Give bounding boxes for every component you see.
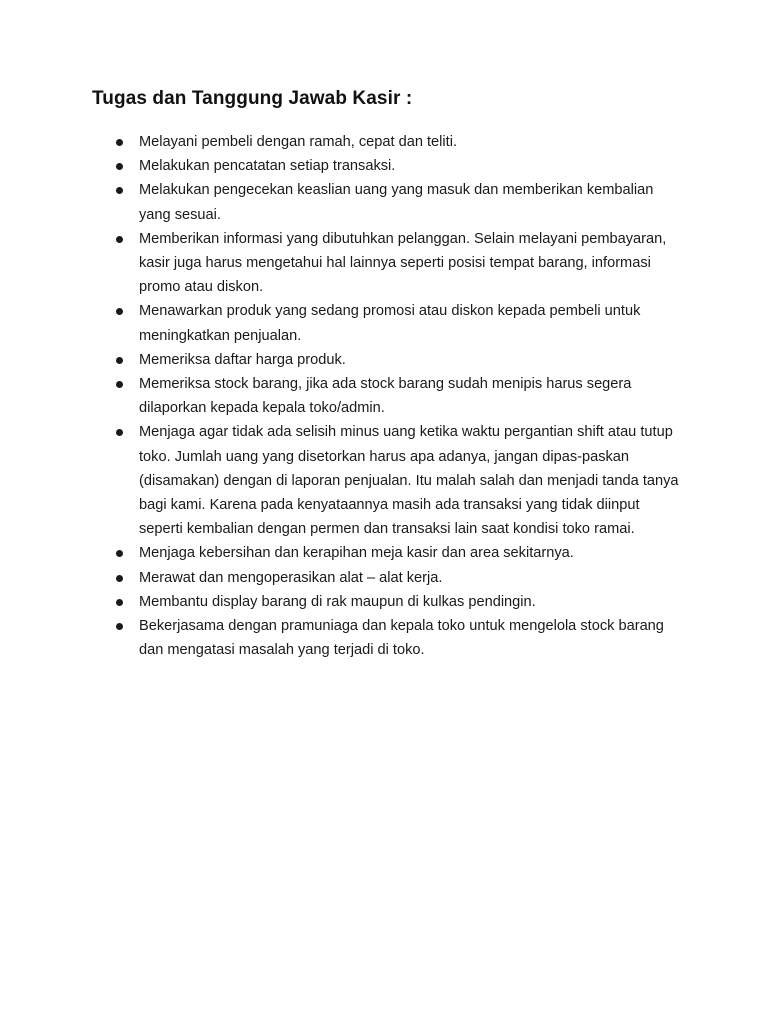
- list-item-text: Menawarkan produk yang sedang promosi atau diskon kepada pembeli untuk meningkatkan penjualan.: [139, 303, 641, 344]
- list-item-text: Membantu display barang di rak maupun di kulkas pendingin.: [139, 593, 536, 610]
- page-title: Tugas dan Tanggung Jawab Kasir :: [92, 88, 413, 109]
- duty-list: [92, 130, 682, 662]
- list-item: [92, 590, 682, 614]
- list-item-text: Menjaga agar tidak ada selisih minus uang ketika waktu pergantian shift atau tutup toko. Jumlah uang yang disetorkan harus apa adanya, jangan dipas-paskan (disamakan) dengan di laporan penjualan. Itu malah salah dan menjadi tanda tanya bagi kami. Karena pada kenyataannya masih ada transaksi yang tidak diinput seperti kembalian dengan permen dan transaksi lain saat kondisi toko ramai.: [139, 424, 679, 538]
- list-item: [92, 420, 682, 541]
- bullet-icon: [116, 308, 123, 315]
- list-item: [92, 372, 682, 420]
- bullet-icon: [116, 381, 123, 388]
- bullet-icon: [116, 575, 123, 582]
- bullet-icon: [116, 550, 123, 557]
- list-item: [92, 566, 682, 590]
- bullet-icon: [116, 357, 123, 364]
- list-item-text: Melakukan pengecekan keaslian uang yang masuk dan memberikan kembalian yang sesuai.: [139, 182, 654, 223]
- bullet-icon: [116, 236, 123, 243]
- list-item: [92, 130, 682, 154]
- list-item: [92, 299, 682, 347]
- list-item-text: Bekerjasama dengan pramuniaga dan kepala toko untuk mengelola stock barang dan mengatasi masalah yang terjadi di toko.: [139, 618, 664, 659]
- bullet-icon: [116, 429, 123, 436]
- bullet-icon: [116, 187, 123, 194]
- list-item-text: Memeriksa stock barang, jika ada stock barang sudah menipis harus segera dilaporkan kepada kepala toko/admin.: [139, 376, 632, 417]
- list-item: [92, 227, 682, 300]
- bullet-icon: [116, 599, 123, 606]
- list-item-text: Merawat dan mengoperasikan alat – alat kerja.: [139, 569, 443, 586]
- list-item: [92, 614, 682, 662]
- list-item: [92, 348, 682, 372]
- list-item-text: Memberikan informasi yang dibutuhkan pelanggan. Selain melayani pembayaran, kasir juga harus mengetahui hal lainnya seperti posisi tempat barang, informasi promo atau diskon.: [139, 230, 667, 296]
- bullet-icon: [116, 163, 123, 170]
- bullet-icon: [116, 139, 123, 146]
- list-item-text: Melakukan pencatatan setiap transaksi.: [139, 158, 396, 175]
- list-item-text: Melayani pembeli dengan ramah, cepat dan teliti.: [139, 134, 458, 150]
- list-item: [92, 154, 682, 178]
- list-item: [92, 541, 682, 565]
- bullet-icon: [116, 623, 123, 630]
- list-item: [92, 178, 682, 226]
- list-item-text: Memeriksa daftar harga produk.: [139, 351, 346, 368]
- list-item-text: Menjaga kebersihan dan kerapihan meja kasir dan area sekitarnya.: [139, 545, 574, 562]
